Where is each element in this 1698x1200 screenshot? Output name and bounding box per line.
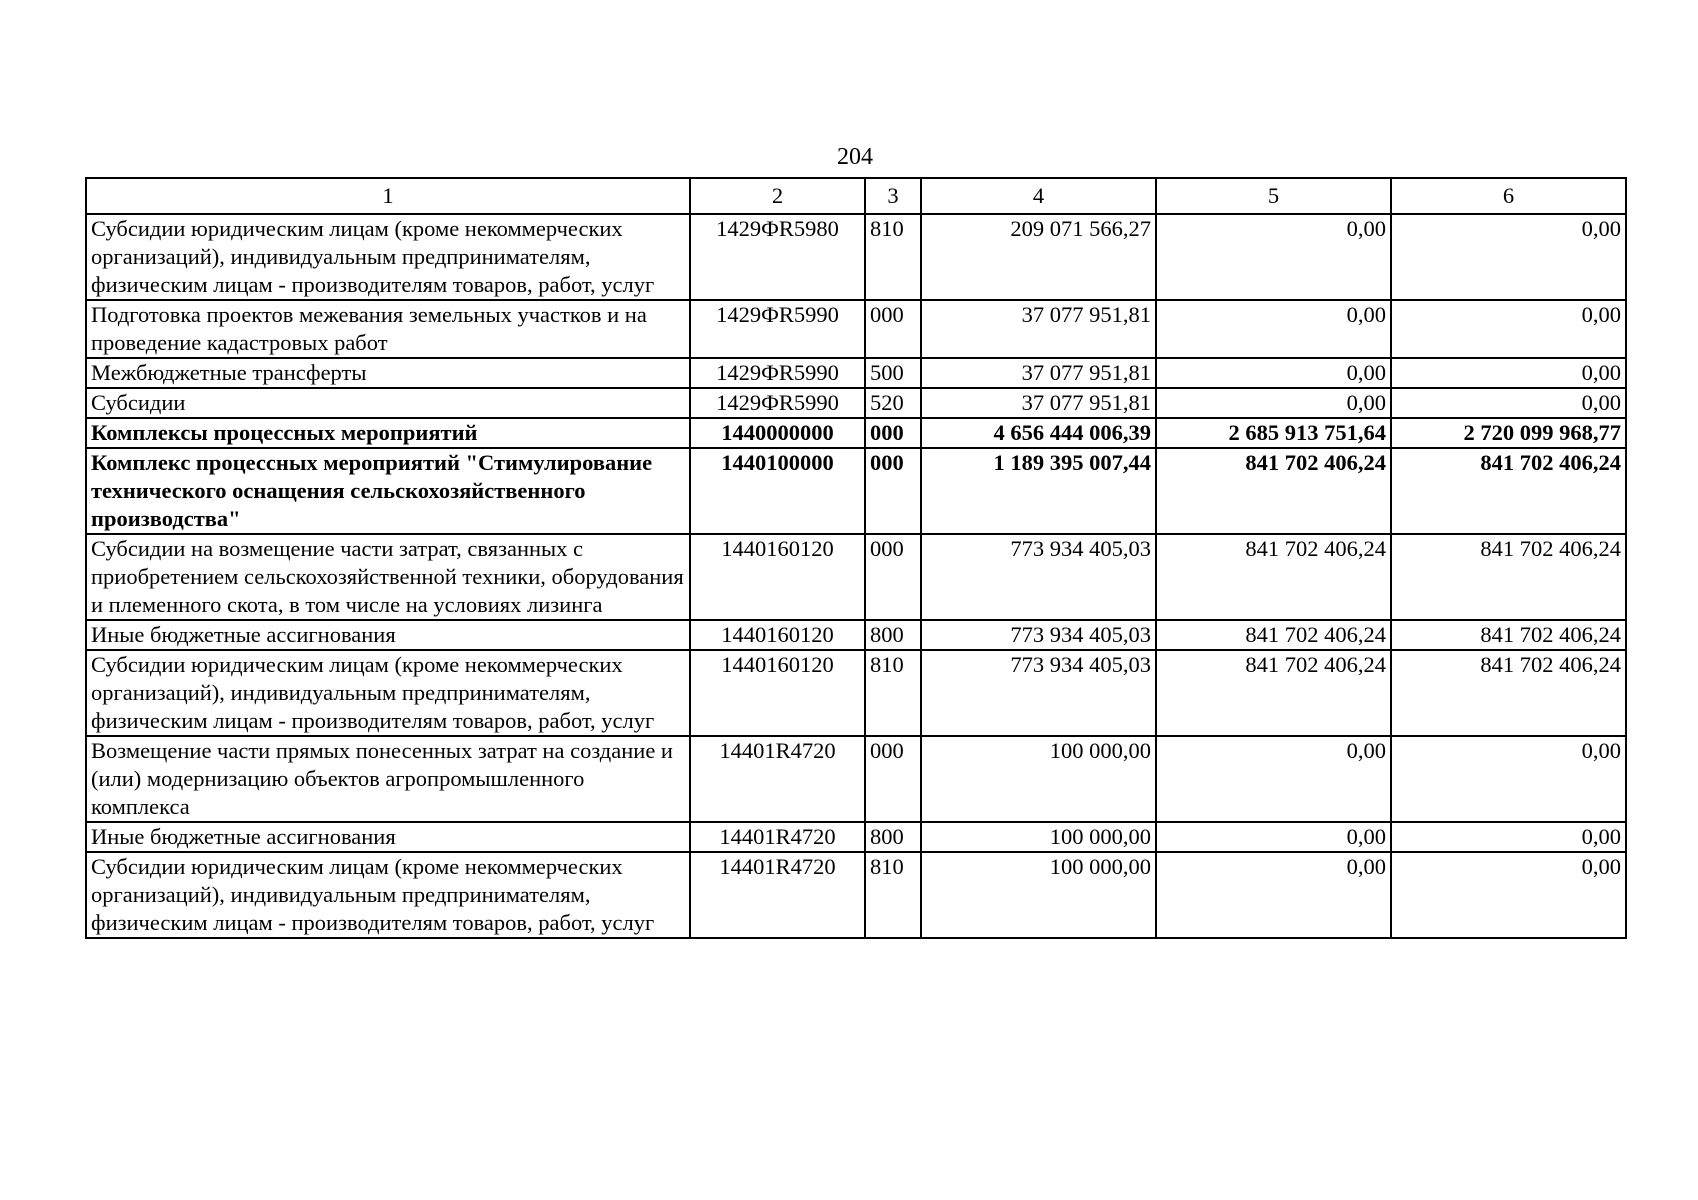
column-header: 2 (690, 178, 865, 214)
column-header: 5 (1156, 178, 1391, 214)
row-value-1: 100 000,00 (921, 822, 1156, 852)
row-name: Иные бюджетные ассигнования (86, 822, 690, 852)
page-number: 204 (837, 144, 873, 170)
row-value-2: 0,00 (1156, 852, 1391, 938)
row-name: Межбюджетные трансферты (86, 358, 690, 388)
row-name: Комплексы процессных мероприятий (86, 418, 690, 448)
row-code: 1429ФR5990 (690, 358, 865, 388)
row-name: Иные бюджетные ассигнования (86, 620, 690, 650)
row-value-3: 2 720 099 968,77 (1391, 418, 1626, 448)
row-value-1: 37 077 951,81 (921, 388, 1156, 418)
row-code: 1429ФR5990 (690, 388, 865, 418)
table-row (86, 418, 1626, 448)
column-header: 4 (921, 178, 1156, 214)
row-name: Субсидии юридическим лицам (кроме некоммерческих организаций), индивидуальным предпринимателям, физическим лицам - производителям товаров, работ, услуг (86, 214, 690, 300)
table-row (86, 650, 1626, 736)
row-value-1: 4 656 444 006,39 (921, 418, 1156, 448)
budget-table (85, 177, 1627, 939)
row-value-1: 100 000,00 (921, 736, 1156, 822)
row-value-1: 100 000,00 (921, 852, 1156, 938)
row-value-2: 0,00 (1156, 388, 1391, 418)
table-row (86, 822, 1626, 852)
table-row (86, 534, 1626, 620)
row-code: 1440100000 (690, 448, 865, 534)
row-code: 14401R4720 (690, 736, 865, 822)
row-code: 1429ФR5990 (690, 300, 865, 358)
row-name: Субсидии на возмещение части затрат, связанных с приобретением сельскохозяйственной техники, оборудования и племенного скота, в том числе на условиях лизинга (86, 534, 690, 620)
row-code: 14401R4720 (690, 822, 865, 852)
row-value-2: 2 685 913 751,64 (1156, 418, 1391, 448)
table-header-row (86, 178, 1626, 214)
row-code: 1440160120 (690, 534, 865, 620)
row-expense-type: 800 (865, 620, 921, 650)
row-expense-type: 810 (865, 214, 921, 300)
table-row (86, 214, 1626, 300)
row-expense-type: 520 (865, 388, 921, 418)
row-name: Субсидии юридическим лицам (кроме некоммерческих организаций), индивидуальным предпринимателям, физическим лицам - производителям товаров, работ, услуг (86, 852, 690, 938)
row-value-3: 0,00 (1391, 214, 1626, 300)
row-code: 1440000000 (690, 418, 865, 448)
row-expense-type: 000 (865, 448, 921, 534)
row-value-3: 841 702 406,24 (1391, 650, 1626, 736)
row-name: Возмещение части прямых понесенных затрат на создание и (или) модернизацию объектов агропромышленного комплекса (86, 736, 690, 822)
row-value-2: 0,00 (1156, 736, 1391, 822)
table-row (86, 736, 1626, 822)
row-name: Подготовка проектов межевания земельных участков и на проведение кадастровых работ (86, 300, 690, 358)
row-value-3: 841 702 406,24 (1391, 620, 1626, 650)
row-value-3: 0,00 (1391, 852, 1626, 938)
row-value-1: 1 189 395 007,44 (921, 448, 1156, 534)
row-expense-type: 500 (865, 358, 921, 388)
row-value-3: 0,00 (1391, 358, 1626, 388)
row-value-2: 0,00 (1156, 358, 1391, 388)
row-value-2: 841 702 406,24 (1156, 620, 1391, 650)
row-expense-type: 810 (865, 852, 921, 938)
row-expense-type: 000 (865, 534, 921, 620)
table-row (86, 300, 1626, 358)
row-code: 14401R4720 (690, 852, 865, 938)
row-code: 1429ФR5980 (690, 214, 865, 300)
row-name: Субсидии (86, 388, 690, 418)
row-value-3: 0,00 (1391, 300, 1626, 358)
table-row (86, 852, 1626, 938)
row-code: 1440160120 (690, 650, 865, 736)
row-value-1: 37 077 951,81 (921, 300, 1156, 358)
row-code: 1440160120 (690, 620, 865, 650)
row-value-3: 0,00 (1391, 736, 1626, 822)
row-expense-type: 810 (865, 650, 921, 736)
table-row (86, 620, 1626, 650)
row-value-3: 0,00 (1391, 822, 1626, 852)
row-value-2: 841 702 406,24 (1156, 650, 1391, 736)
row-value-2: 0,00 (1156, 214, 1391, 300)
row-name: Комплекс процессных мероприятий "Стимулирование технического оснащения сельскохозяйственного производства" (86, 448, 690, 534)
table-row (86, 388, 1626, 418)
row-value-1: 773 934 405,03 (921, 650, 1156, 736)
row-value-1: 37 077 951,81 (921, 358, 1156, 388)
row-value-1: 209 071 566,27 (921, 214, 1156, 300)
column-header: 3 (865, 178, 921, 214)
row-value-2: 841 702 406,24 (1156, 534, 1391, 620)
row-value-3: 841 702 406,24 (1391, 448, 1626, 534)
column-header: 1 (86, 178, 690, 214)
row-name: Субсидии юридическим лицам (кроме некоммерческих организаций), индивидуальным предпринимателям, физическим лицам - производителям товаров, работ, услуг (86, 650, 690, 736)
row-value-2: 0,00 (1156, 822, 1391, 852)
row-value-2: 841 702 406,24 (1156, 448, 1391, 534)
row-expense-type: 000 (865, 418, 921, 448)
row-expense-type: 000 (865, 736, 921, 822)
table-row (86, 448, 1626, 534)
row-value-2: 0,00 (1156, 300, 1391, 358)
row-value-1: 773 934 405,03 (921, 620, 1156, 650)
row-value-3: 0,00 (1391, 388, 1626, 418)
table-row (86, 358, 1626, 388)
row-value-1: 773 934 405,03 (921, 534, 1156, 620)
row-expense-type: 800 (865, 822, 921, 852)
column-header: 6 (1391, 178, 1626, 214)
row-value-3: 841 702 406,24 (1391, 534, 1626, 620)
row-expense-type: 000 (865, 300, 921, 358)
